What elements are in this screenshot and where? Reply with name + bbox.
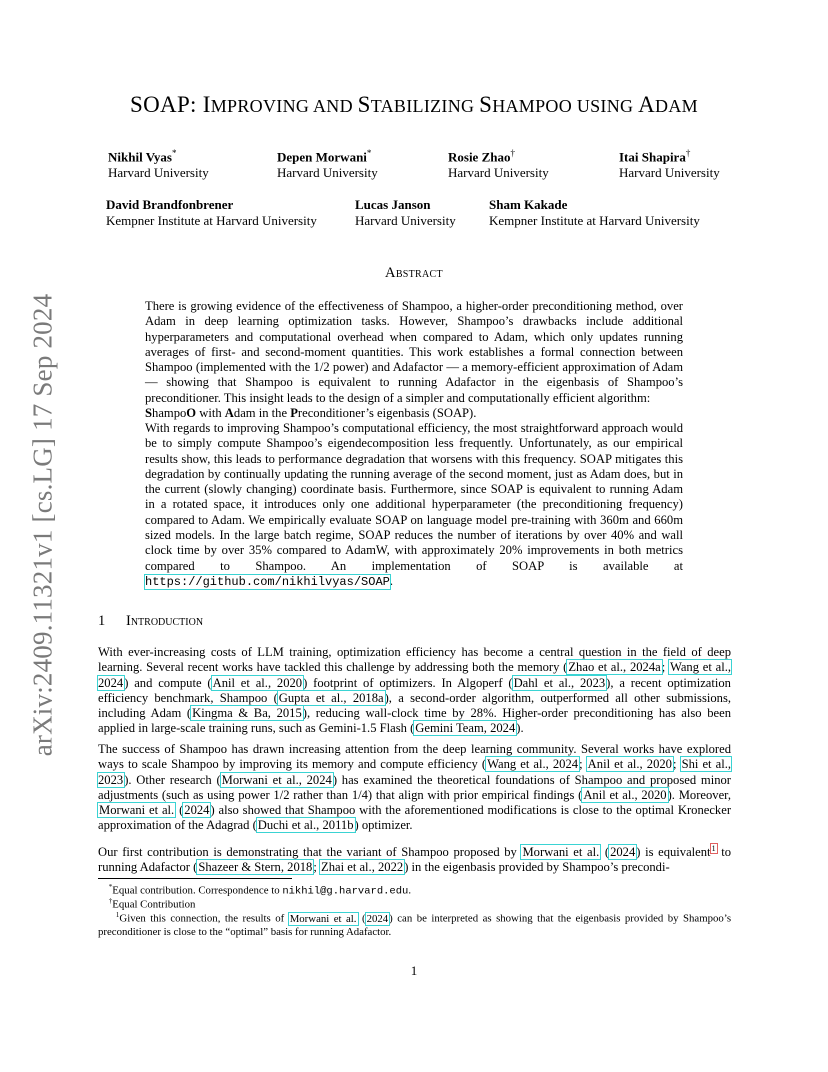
citation-link[interactable]: 2024 xyxy=(184,803,210,818)
citation-link[interactable]: Gemini Team, 2024 xyxy=(415,721,516,736)
title-part: DAM xyxy=(655,96,698,116)
paragraph-text: ) has examined the theoretical foundations of Shampoo and proposed minor adjustments (such as using power 1/2 rather than 1/4) that align with prior empirical findings ( xyxy=(98,772,731,802)
citation-link[interactable]: Morwani et al. xyxy=(522,845,600,860)
abstract-text: There is growing evidence of the effectiveness of Shampoo, a higher-order preconditioning method, over Adam in deep learning optimization tasks. However, Shampoo’s drawbacks include additional hyperparameters and computational overhead when compared to Adam, which only updates running averages of first- and second-moment quantities. This work establishes a formal connection between Shampoo (implemented with the 1/2 power) and Adafactor — a memory-efficient approximation of Adam — showing that Shampoo is equivalent to running Adafactor in the eigenbasis of Shampoo’s preconditioner. This insight leads to the design of a simpler and computationally efficient algorithm: xyxy=(145,299,683,405)
paragraph-text: Our first contribution is demonstrating that the variant of Shampoo proposed by xyxy=(98,845,522,860)
page-number: 1 xyxy=(410,963,418,978)
paragraph-text: to running Adafactor ( xyxy=(98,845,731,875)
citation-link[interactable]: Zhai et al., 2022 xyxy=(321,860,404,875)
author-mark: * xyxy=(171,148,177,158)
section-title: Introduction xyxy=(126,613,204,629)
title-part: S xyxy=(479,92,493,117)
citation-link[interactable]: Shi et al., 2023 xyxy=(98,757,731,787)
acronym-letter: P xyxy=(290,406,298,421)
author-mark: † xyxy=(685,148,691,158)
citation-link[interactable]: Anil et al., 2020 xyxy=(583,787,667,802)
title-part: MPROVING AND xyxy=(210,96,358,116)
title-part: TABILIZING xyxy=(370,96,480,116)
title-part: A xyxy=(638,92,656,117)
acronym-letter: S xyxy=(145,406,153,421)
title-part: HAMPOO USING xyxy=(492,96,639,116)
paragraph-text: ), reducing wall-clock time by 28%. Higher-order preconditioning has also been applied in large-scale training runs, such as Gemini-1.5 Flash ( xyxy=(98,706,732,736)
paragraph-text: ). Moreover, xyxy=(667,787,731,802)
citation-link[interactable]: 2024 xyxy=(366,912,389,925)
author-block xyxy=(355,197,456,229)
footnote-text: . xyxy=(408,884,412,897)
paragraph-text: ( xyxy=(600,845,610,860)
paragraph-text: ) also showed that Shampoo with the aforementioned modifications is close to the optimal Kronecker approximation of the Adagrad ( xyxy=(98,803,732,833)
abstract-text: . xyxy=(389,573,393,588)
acronym-letter: A xyxy=(224,406,234,421)
paragraph-text: ), a second-order algorithm, outperformed all other submissions, including Adam ( xyxy=(98,690,731,721)
author-name: Depen Morwani xyxy=(277,149,367,165)
acronym-text: hampo xyxy=(152,406,187,421)
paragraph-text: With ever-increasing costs of LLM training, optimization efficiency has become a central question in the field of deep learning. Several recent works have tackled this challenge by addressing both the memory ( xyxy=(98,645,731,675)
footnote-text: ( xyxy=(357,912,366,925)
author-block xyxy=(108,145,209,181)
citation-link[interactable]: Morwani et al., 2024 xyxy=(221,772,332,787)
paragraph-text: ; xyxy=(672,757,681,772)
paragraph-text: ( xyxy=(175,803,184,818)
paragraph-text: ). xyxy=(516,721,524,736)
author-affiliation: Harvard University xyxy=(355,213,456,228)
citation-link[interactable]: Dahl et al., 2023 xyxy=(513,675,606,690)
citation-link[interactable]: Zhao et al., 2024a xyxy=(568,660,661,675)
footnote-text: Given this connection, the results of xyxy=(119,912,289,925)
citation-link[interactable]: Wang et al., 2024 xyxy=(98,660,731,690)
abstract-paragraph-1 xyxy=(145,299,683,421)
citation-link[interactable]: Kingma & Ba, 2015 xyxy=(192,706,302,721)
author-affiliation: Kempner Institute at Harvard University xyxy=(489,213,700,228)
paragraph-text: ) in the eigenbasis provided by Shampoo’s precondi- xyxy=(404,860,670,875)
abstract-paragraph-2 xyxy=(145,421,683,590)
title-part: SOAP: I xyxy=(130,92,211,117)
citation-link[interactable]: Morwani et al. xyxy=(99,803,175,818)
arxiv-identifier-text: arXiv:2409.11321v1 [cs.LG] 17 Sep 2024 xyxy=(27,293,58,757)
author-name: David Brandfonbrener xyxy=(106,197,234,212)
footnote-rule xyxy=(98,878,292,879)
author-mark: † xyxy=(510,148,515,158)
footnote-mark: † xyxy=(108,897,113,905)
paragraph-text: ) footprint of optimizers. In Algoperf ( xyxy=(303,675,513,690)
author-name: Sham Kakade xyxy=(489,197,568,212)
citation-link[interactable]: 2024 xyxy=(610,845,636,860)
acronym-letter: O xyxy=(186,406,197,421)
code-repository-link[interactable]: https://github.com/nikhilvyas/SOAP xyxy=(145,574,390,589)
paragraph-text: The success of Shampoo has drawn increasing attention from the deep learning community. Several works have explored ways to scale Shampoo by improving its memory and compute efficiency ( xyxy=(98,742,731,772)
paragraph-text: ) is equivalent xyxy=(636,845,711,860)
paper-title xyxy=(0,92,828,118)
footnote-reference[interactable]: 1 xyxy=(711,844,716,853)
acronym-text: with xyxy=(196,406,225,421)
paragraph-text: ), a recent optimization efficiency benchmark, Shampoo ( xyxy=(98,675,731,705)
author-block xyxy=(106,197,317,229)
author-affiliation: Harvard University xyxy=(619,165,720,181)
author-affiliation: Harvard University xyxy=(277,165,378,181)
section-heading xyxy=(98,613,203,630)
footnote-text: ) can be interpreted as showing that the eigenbasis provided by Shampoo’s preconditioner is close to the “optimal” basis for running Adafactor. xyxy=(98,912,732,938)
author-name: Rosie Zhao xyxy=(448,149,511,165)
author-block xyxy=(619,145,720,181)
citation-link[interactable]: Anil et al., 2020 xyxy=(212,675,303,690)
footnote-text: Equal contribution. Correspondence to xyxy=(112,884,283,897)
section-number: 1 xyxy=(98,613,106,629)
citation-link[interactable]: Morwani et al. xyxy=(289,912,357,925)
footnote-1 xyxy=(98,909,731,939)
author-affiliation: Kempner Institute at Harvard University xyxy=(106,213,317,228)
footnote-mark: * xyxy=(108,883,113,891)
title-part: S xyxy=(357,92,371,117)
intro-paragraph-2 xyxy=(98,742,731,834)
author-name: Lucas Janson xyxy=(355,197,431,212)
author-block xyxy=(277,145,378,181)
abstract-text: With regards to improving Shampoo’s computational efficiency, the most straightforward approach would be to simply compute Shampoo’s eigendecomposition less frequently. Unfortunately, as our empirical results show, this leads to performance degradation that worsens with this frequency. SOAP mitigates this degradation by continually updating the running average of the second moment, just as Adam does, but in the current (slowly changing) coordinate basis. Furthermore, since SOAP is equivalent to running Adam in a rotated space, it introduces only one additional hyperparameter (the preconditioning frequency) compared to Adam. We empirically evaluate SOAP on language model pre-training with 360m and 660m sized models. In the large batch regime, SOAP reduces the number of iterations by over 40% and wall clock time by over 35% compared to AdamW, with approximately 20% improvements in both metrics compared to Shampoo. An implementation of SOAP is available at xyxy=(145,421,683,573)
author-affiliation: Harvard University xyxy=(448,165,549,181)
citation-link[interactable]: Gupta et al., 2018a xyxy=(278,690,384,705)
paragraph-text: ; xyxy=(313,860,320,875)
paragraph-text: ; xyxy=(579,757,587,772)
author-block xyxy=(489,197,700,229)
citation-link[interactable]: Wang et al., 2024 xyxy=(487,757,579,772)
acronym-text: reconditioner’s eigenbasis (SOAP). xyxy=(297,406,477,421)
author-name: Itai Shapira xyxy=(619,149,686,165)
intro-paragraph-1 xyxy=(98,645,731,737)
contact-email[interactable]: nikhil@g.harvard.edu xyxy=(282,885,409,898)
paragraph-text: ) and compute ( xyxy=(124,675,212,690)
citation-link[interactable]: Anil et al., 2020 xyxy=(587,757,672,772)
paragraph-text: ) optimizer. xyxy=(354,818,413,833)
author-affiliation: Harvard University xyxy=(108,165,209,181)
acronym-text: dam in the xyxy=(233,406,291,421)
author-block xyxy=(448,145,549,181)
citation-link[interactable]: Duchi et al., 2011b xyxy=(257,818,354,833)
citation-link[interactable]: Shazeer & Stern, 2018 xyxy=(198,860,313,875)
author-mark: * xyxy=(366,148,372,158)
paragraph-text: ; xyxy=(661,660,669,675)
author-name: Nikhil Vyas xyxy=(108,149,172,165)
footnote-text: Equal Contribution xyxy=(112,898,196,911)
abstract-heading: Abstract xyxy=(385,265,443,281)
footnote-mark: 1 xyxy=(115,911,120,919)
arxiv-identifier-stamp xyxy=(18,290,68,760)
intro-paragraph-3 xyxy=(98,841,731,876)
paragraph-text: ). Other research ( xyxy=(124,772,221,787)
